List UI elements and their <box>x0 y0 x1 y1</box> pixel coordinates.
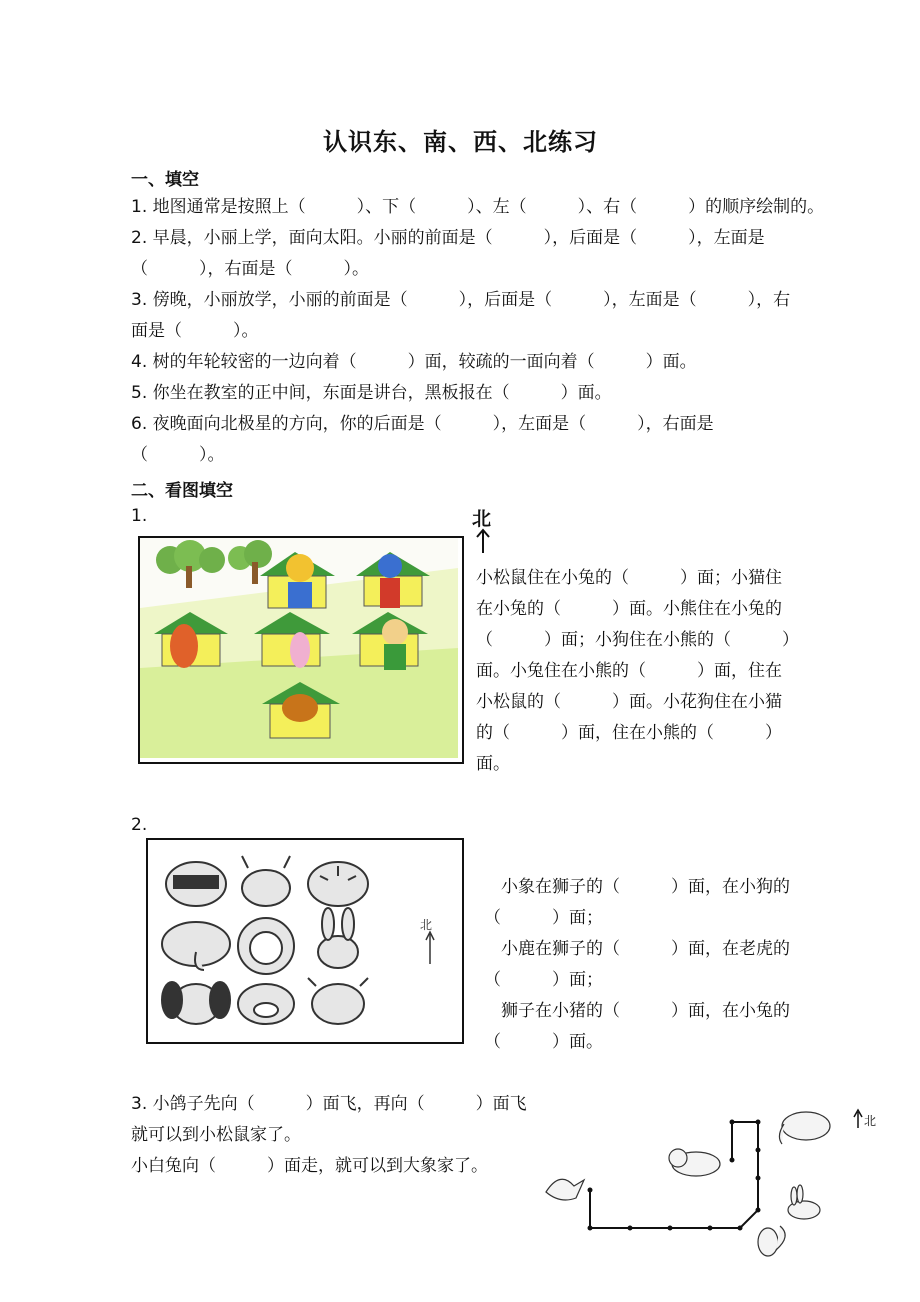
north-label: 北 <box>864 1114 877 1128</box>
page-title: 认识东、南、西、北练习 <box>323 128 598 156</box>
path-map-figure <box>540 1100 880 1265</box>
question-line: 小鹿在狮子的（ ）面，在老虎的 <box>484 939 790 959</box>
rabbit-face-icon <box>318 908 358 968</box>
question-line: 面。小兔住在小熊的（ ）面，住在 <box>476 661 782 681</box>
question-line: 面。 <box>476 754 510 774</box>
north-arrow-icon <box>475 528 491 554</box>
animal-houses-illustration <box>140 538 458 758</box>
deer-face-icon <box>242 856 290 906</box>
question-line: 6. 夜晚面向北极星的方向，你的后面是（ ），左面是（ ），右面是 <box>131 414 714 434</box>
question-line: 就可以到小松鼠家了。 <box>131 1125 301 1145</box>
tiger-face-icon <box>308 862 368 906</box>
question-line: 的（ ）面，住在小熊的（ ） <box>476 723 782 743</box>
question-line: 5. 你坐在教室的正中间，东面是讲台，黑板报在（ ）面。 <box>131 383 612 403</box>
question-line: 小象在狮子的（ ）面，在小狗的 <box>484 877 790 897</box>
question-line: （ ）面； <box>484 970 603 990</box>
question-line: （ ）面；小狗住在小熊的（ ） <box>476 630 799 650</box>
question-line: 在小兔的（ ）面。小熊住在小兔的 <box>476 599 782 619</box>
elephant-icon <box>779 1112 830 1144</box>
question-line: 3. 小鸽子先向（ ）面飞，再向（ ）面飞 <box>131 1094 527 1114</box>
cow-face-icon <box>308 978 368 1024</box>
question-line: 4. 树的年轮较密的一边向着（ ）面，较疏的一面向着（ ）面。 <box>131 352 697 372</box>
question-line: （ ）面。 <box>484 1032 603 1052</box>
section-heading-picture-fill: 二、看图填空 <box>131 481 233 501</box>
lion-face-icon <box>238 918 294 974</box>
elephant-face-icon <box>162 922 230 970</box>
pig-face-icon <box>238 984 294 1024</box>
rabbit-icon <box>788 1185 820 1219</box>
cat-icon <box>669 1149 720 1176</box>
north-label: 北 <box>472 508 492 530</box>
animal-faces-figure <box>146 838 464 1044</box>
question-line: 1. 地图通常是按照上（ ）、下（ ）、左（ ）、右（ ）的顺序绘制的。 <box>131 197 825 217</box>
question-line: （ ）。 <box>131 445 225 465</box>
dove-icon <box>546 1179 584 1200</box>
raccoon-face-icon <box>166 862 226 906</box>
question-number: 1. <box>131 506 148 526</box>
north-label: 北 <box>420 918 433 932</box>
section-heading-fill-blank: 一、填空 <box>131 170 199 190</box>
squirrel-icon <box>758 1226 785 1256</box>
question-line: 2. 早晨，小丽上学，面向太阳。小丽的前面是（ ），后面是（ ），左面是 <box>131 228 765 248</box>
dog-face-icon <box>162 982 230 1024</box>
question-number: 2. <box>131 815 148 835</box>
question-line: 小白兔向（ ）面走，就可以到大象家了。 <box>131 1156 488 1176</box>
question-line: 狮子在小猪的（ ）面，在小兔的 <box>484 1001 790 1021</box>
question-line: 面是（ ）。 <box>131 321 259 341</box>
question-line: 3. 傍晚，小丽放学，小丽的前面是（ ），后面是（ ），左面是（ ），右 <box>131 290 791 310</box>
question-line: 小松鼠住在小兔的（ ）面；小猫住 <box>476 568 782 588</box>
animal-faces-grid <box>148 840 458 1038</box>
question-line: （ ），右面是（ ）。 <box>131 259 369 279</box>
animal-houses-figure <box>138 536 464 764</box>
question-line: （ ）面； <box>484 908 603 928</box>
question-line: 小松鼠的（ ）面。小花狗住在小猫 <box>476 692 782 712</box>
